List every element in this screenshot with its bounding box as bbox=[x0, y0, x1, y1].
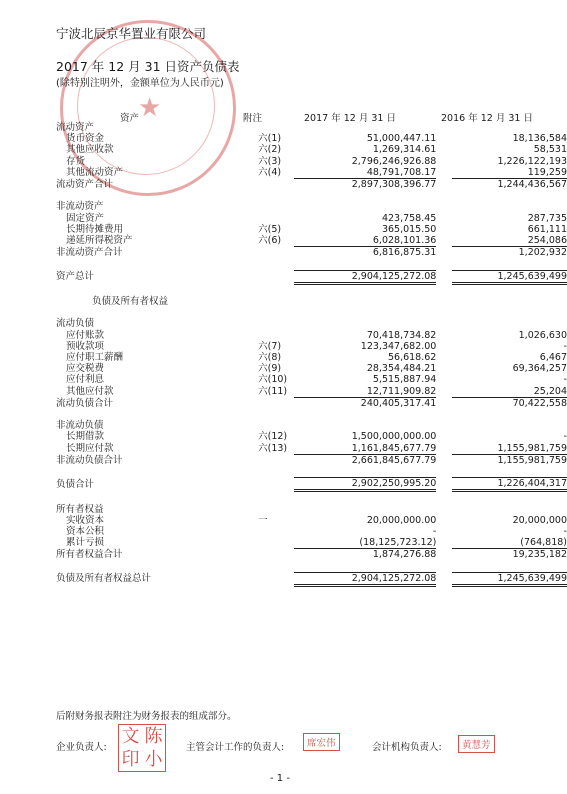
accounting-head-label: 主管会计工作的负责人: bbox=[186, 742, 285, 753]
spacer-cell bbox=[436, 491, 452, 504]
value-2017: 2,904,125,272.08 bbox=[294, 572, 436, 585]
value-2017 bbox=[294, 420, 436, 431]
value-2017: 6,028,101.36 bbox=[372, 235, 437, 247]
value-2016 bbox=[452, 307, 567, 318]
row-note: 六(10) bbox=[258, 374, 288, 386]
value-2017: 70,418,734.82 bbox=[366, 329, 437, 341]
spacer-row bbox=[56, 307, 567, 318]
row-label bbox=[56, 258, 258, 270]
row-note bbox=[258, 454, 294, 466]
value-2017 bbox=[294, 201, 436, 212]
value-2017 bbox=[294, 504, 436, 515]
row-label: 所有者权益 bbox=[56, 503, 104, 515]
table-row bbox=[56, 537, 567, 549]
table-row bbox=[56, 549, 567, 561]
row-note bbox=[258, 526, 294, 537]
spacer-cell bbox=[436, 190, 452, 201]
table-row bbox=[56, 122, 567, 133]
row-label: 应交税费 bbox=[66, 363, 105, 375]
spacer-cell bbox=[436, 144, 452, 155]
value-2017 bbox=[294, 307, 436, 318]
spacer-cell bbox=[436, 478, 452, 491]
value-2016: 1,226,404,317 bbox=[452, 478, 567, 491]
value-2016: 20,000,000 bbox=[512, 514, 567, 526]
spacer-row bbox=[56, 466, 567, 478]
spacer-row bbox=[56, 258, 567, 270]
seal-star-icon: ★ bbox=[138, 93, 162, 123]
table-row bbox=[56, 420, 567, 431]
row-note bbox=[258, 190, 294, 201]
spacer-cell bbox=[436, 133, 452, 144]
row-label: 长期待摊费用 bbox=[66, 223, 124, 235]
table-row bbox=[56, 515, 567, 526]
value-2016: 1,155,981,759 bbox=[497, 442, 567, 454]
header-note: 附注 bbox=[243, 113, 263, 124]
row-note bbox=[258, 397, 294, 409]
value-2017: 2,904,125,272.08 bbox=[294, 270, 436, 283]
table-row bbox=[56, 224, 567, 235]
value-2017: 2,897,308,396.77 bbox=[294, 179, 436, 191]
value-2016: - bbox=[563, 431, 567, 443]
row-note: 六(13) bbox=[258, 442, 288, 454]
table-row bbox=[56, 374, 567, 385]
spacer-cell bbox=[436, 572, 452, 585]
spacer-cell bbox=[436, 352, 452, 363]
value-2017 bbox=[294, 491, 436, 504]
spacer-cell bbox=[436, 526, 452, 537]
table-row bbox=[56, 341, 567, 352]
row-note bbox=[258, 179, 294, 191]
spacer-cell bbox=[436, 296, 452, 307]
statement-subtitle: (除特别注明外，金额单位为人民币元) bbox=[56, 78, 224, 89]
row-note: 六(9) bbox=[258, 363, 282, 375]
row-note bbox=[258, 549, 294, 561]
value-2016: 6,467 bbox=[539, 352, 567, 363]
value-2016: 287,735 bbox=[527, 212, 567, 224]
value-2017: 48,791,708.17 bbox=[366, 166, 437, 178]
row-label: 递延所得税资产 bbox=[66, 235, 133, 247]
value-2017 bbox=[294, 466, 436, 478]
table-row bbox=[56, 363, 567, 374]
row-label: 实收资本 bbox=[66, 514, 105, 526]
value-2016: (764,818) bbox=[520, 537, 567, 549]
row-label: 流动负债 bbox=[56, 318, 95, 330]
table-row bbox=[56, 133, 567, 144]
row-note bbox=[258, 270, 294, 283]
row-label: 累计亏损 bbox=[66, 537, 105, 549]
value-2016: 1,202,932 bbox=[452, 247, 567, 259]
row-note: 六(4) bbox=[258, 167, 282, 179]
table-row bbox=[56, 144, 567, 155]
value-2016 bbox=[452, 318, 567, 329]
table-row bbox=[56, 156, 567, 167]
spacer-cell bbox=[436, 179, 452, 191]
row-note: 六(11) bbox=[258, 385, 288, 397]
row-note bbox=[258, 296, 294, 307]
spacer-cell bbox=[436, 466, 452, 478]
row-note bbox=[258, 504, 294, 515]
value-2016 bbox=[452, 283, 567, 296]
stamp-char: 陈 bbox=[144, 726, 163, 747]
dept-head-stamp: 黄慧芳 bbox=[458, 735, 495, 753]
value-2017: 1,500,000,000.00 bbox=[351, 431, 437, 443]
row-note: 六(5) bbox=[258, 223, 282, 235]
value-2016: - bbox=[563, 340, 567, 352]
enterprise-head-stamp bbox=[118, 724, 166, 772]
row-label: 资本公积 bbox=[66, 526, 105, 537]
spacer-cell bbox=[436, 235, 452, 247]
row-label: 非流动负债 bbox=[56, 420, 104, 432]
value-2016: 18,136,584 bbox=[512, 133, 567, 145]
spacer-cell bbox=[436, 307, 452, 318]
value-2017: 423,758.45 bbox=[381, 212, 437, 224]
value-2016 bbox=[452, 409, 567, 420]
spacer-cell bbox=[436, 504, 452, 515]
row-label: 非流动资产合计 bbox=[56, 246, 123, 258]
spacer-cell bbox=[436, 409, 452, 420]
spacer-row bbox=[56, 491, 567, 504]
row-label: 应付职工薪酬 bbox=[66, 352, 124, 363]
stamp-char: 印 bbox=[121, 749, 140, 770]
value-2016: 25,204 bbox=[533, 385, 567, 397]
table-row bbox=[56, 270, 567, 283]
value-2017: 28,354,484.21 bbox=[366, 363, 437, 375]
spacer-cell bbox=[436, 213, 452, 224]
spacer-cell bbox=[436, 258, 452, 270]
value-2016: 1,155,981,759 bbox=[452, 454, 567, 466]
stamp-char: 文 bbox=[121, 726, 140, 747]
table-row bbox=[56, 504, 567, 515]
row-note: 一 bbox=[258, 514, 268, 526]
row-label: 流动资产合计 bbox=[56, 178, 114, 190]
row-note bbox=[258, 213, 294, 224]
value-2016: 661,111 bbox=[527, 223, 567, 235]
value-2017: 2,796,246,926.88 bbox=[351, 155, 437, 167]
value-2016 bbox=[452, 420, 567, 431]
spacer-cell bbox=[436, 397, 452, 409]
value-2016: 19,235,182 bbox=[452, 549, 567, 561]
table-row bbox=[56, 235, 567, 247]
row-label: 固定资产 bbox=[66, 212, 105, 224]
table-row bbox=[56, 431, 567, 442]
value-2016 bbox=[452, 258, 567, 270]
spacer-row bbox=[56, 190, 567, 201]
table-row bbox=[56, 247, 567, 259]
row-note bbox=[258, 491, 294, 504]
row-label: 流动负债合计 bbox=[56, 397, 114, 409]
row-note bbox=[258, 201, 294, 212]
row-note bbox=[258, 572, 294, 585]
value-2016: 1,026,630 bbox=[518, 329, 567, 341]
row-label bbox=[56, 283, 258, 296]
row-label: 其他应收款 bbox=[66, 144, 114, 156]
table-row bbox=[56, 352, 567, 363]
value-2016: 254,086 bbox=[527, 235, 567, 247]
value-2017 bbox=[294, 258, 436, 270]
value-2016 bbox=[452, 466, 567, 478]
row-note bbox=[258, 330, 294, 341]
spacer-cell bbox=[436, 318, 452, 329]
spacer-row bbox=[56, 561, 567, 573]
row-label: 应付账款 bbox=[66, 329, 105, 341]
spacer-cell bbox=[436, 549, 452, 561]
value-2016: 1,226,122,193 bbox=[497, 155, 567, 167]
value-2017: 56,618.62 bbox=[387, 352, 437, 363]
row-note bbox=[258, 409, 294, 420]
footnote: 后附财务报表附注为财务报表的组成部分。 bbox=[56, 711, 237, 722]
table-row bbox=[56, 572, 567, 585]
company-name: 宁波北辰京华置业有限公司 bbox=[56, 26, 207, 41]
row-note: 六(8) bbox=[258, 352, 282, 363]
spacer-row bbox=[56, 409, 567, 420]
row-note: 六(6) bbox=[258, 235, 282, 247]
value-2017: 123,347,682.00 bbox=[360, 340, 437, 352]
value-2017 bbox=[294, 561, 436, 573]
balance-sheet-body bbox=[56, 122, 567, 586]
value-2017: 2,902,250,995.20 bbox=[294, 478, 436, 491]
table-row bbox=[56, 213, 567, 224]
row-label: 非流动负债合计 bbox=[56, 454, 123, 466]
value-2017: 6,816,875.31 bbox=[294, 247, 436, 259]
value-2017 bbox=[294, 190, 436, 201]
value-2016: 1,245,639,499 bbox=[452, 572, 567, 585]
header-2016: 2016 年 12 月 31 日 bbox=[441, 113, 533, 124]
value-2017 bbox=[294, 296, 436, 307]
row-label: 资产总计 bbox=[56, 271, 95, 283]
value-2017 bbox=[294, 122, 436, 133]
value-2017: 240,405,317.41 bbox=[294, 397, 436, 409]
spacer-cell bbox=[436, 224, 452, 235]
spacer-cell bbox=[436, 283, 452, 296]
value-2016: 70,422,558 bbox=[452, 397, 567, 409]
value-2016: - bbox=[563, 526, 567, 537]
row-note bbox=[258, 258, 294, 270]
value-2017: (18,125,723.12) bbox=[359, 537, 437, 549]
value-2016 bbox=[452, 190, 567, 201]
spacer-cell bbox=[436, 374, 452, 385]
row-note: 六(1) bbox=[258, 133, 282, 145]
row-label: 长期借款 bbox=[66, 431, 105, 443]
value-2017: 20,000,000.00 bbox=[366, 514, 437, 526]
balance-sheet-table bbox=[56, 122, 567, 587]
row-label: 所有者权益合计 bbox=[56, 549, 123, 561]
row-note bbox=[258, 561, 294, 573]
value-2017 bbox=[294, 409, 436, 420]
value-2016 bbox=[452, 201, 567, 212]
value-2016: 58,531 bbox=[533, 144, 567, 156]
table-row bbox=[56, 397, 567, 409]
statement-title: 2017 年 12 月 31 日资产负债表 bbox=[56, 59, 240, 74]
spacer-cell bbox=[436, 122, 452, 133]
value-2017: 365,015.50 bbox=[381, 223, 437, 235]
table-row bbox=[56, 330, 567, 341]
table-row bbox=[56, 526, 567, 537]
spacer-cell bbox=[436, 454, 452, 466]
spacer-cell bbox=[436, 443, 452, 455]
enterprise-head-label: 企业负责人: bbox=[56, 742, 107, 753]
page-number: - 1 - bbox=[270, 773, 290, 784]
value-2016 bbox=[452, 296, 567, 307]
stamp-char: 小 bbox=[144, 749, 163, 770]
value-2016 bbox=[452, 122, 567, 133]
spacer-cell bbox=[436, 363, 452, 374]
spacer-cell bbox=[436, 561, 452, 573]
spacer-cell bbox=[436, 247, 452, 259]
row-label: 负债合计 bbox=[56, 478, 95, 490]
row-note bbox=[258, 537, 294, 549]
row-note bbox=[258, 420, 294, 431]
spacer-cell bbox=[436, 537, 452, 549]
spacer-cell bbox=[436, 167, 452, 179]
value-2017: 2,661,845,677.79 bbox=[294, 454, 436, 466]
row-note: 六(7) bbox=[258, 340, 282, 352]
value-2016: 69,364,257 bbox=[512, 363, 567, 375]
spacer-cell bbox=[436, 156, 452, 167]
value-2017: 1,874,276.88 bbox=[294, 549, 436, 561]
value-2016 bbox=[452, 491, 567, 504]
table-row bbox=[56, 296, 567, 307]
row-note bbox=[258, 247, 294, 259]
value-2017: 51,000,447.11 bbox=[366, 133, 437, 145]
table-row bbox=[56, 454, 567, 466]
header-item: 资产 bbox=[120, 113, 140, 124]
value-2016: - bbox=[563, 374, 567, 386]
row-label bbox=[56, 561, 258, 573]
row-note: 六(2) bbox=[258, 144, 282, 156]
table-row bbox=[56, 443, 567, 455]
value-2017: 12,711,909.82 bbox=[366, 385, 437, 397]
row-label: 流动资产 bbox=[56, 122, 95, 133]
row-label: 预收款项 bbox=[66, 340, 105, 352]
value-2017: - bbox=[432, 526, 437, 537]
row-label: 货币资金 bbox=[66, 133, 105, 145]
row-note bbox=[258, 307, 294, 318]
value-2017 bbox=[294, 318, 436, 329]
row-label bbox=[56, 466, 258, 478]
spacer-cell bbox=[436, 330, 452, 341]
row-label: 负债及所有者权益总计 bbox=[56, 573, 152, 585]
spacer-row bbox=[56, 283, 567, 296]
row-note bbox=[258, 318, 294, 329]
row-note bbox=[258, 122, 294, 133]
row-label bbox=[56, 190, 258, 201]
row-note bbox=[258, 466, 294, 478]
row-label bbox=[56, 491, 258, 504]
spacer-cell bbox=[436, 515, 452, 526]
table-row bbox=[56, 386, 567, 398]
row-label: 负债及所有者权益 bbox=[92, 296, 169, 307]
value-2017: 5,515,887.94 bbox=[372, 374, 437, 386]
spacer-cell bbox=[436, 201, 452, 212]
row-note bbox=[258, 283, 294, 296]
value-2016: 1,244,436,567 bbox=[452, 179, 567, 191]
dept-head-label: 会计机构负责人: bbox=[372, 742, 442, 753]
spacer-cell bbox=[436, 386, 452, 398]
row-label: 应付利息 bbox=[66, 374, 105, 386]
row-label bbox=[56, 307, 258, 318]
accounting-head-stamp: 席宏伟 bbox=[303, 733, 340, 751]
row-note bbox=[258, 478, 294, 491]
value-2017: 1,161,845,677.79 bbox=[351, 442, 437, 454]
spacer-cell bbox=[436, 270, 452, 283]
row-label: 其他应付款 bbox=[66, 385, 114, 397]
row-label: 存货 bbox=[66, 155, 86, 167]
value-2016: 119,259 bbox=[527, 166, 567, 178]
spacer-cell bbox=[436, 420, 452, 431]
row-note: 六(12) bbox=[258, 431, 288, 443]
table-row bbox=[56, 478, 567, 491]
value-2017 bbox=[294, 283, 436, 296]
value-2017: 1,269,314.61 bbox=[372, 144, 437, 156]
spacer-cell bbox=[436, 341, 452, 352]
value-2016 bbox=[452, 561, 567, 573]
header-2017: 2017 年 12 月 31 日 bbox=[304, 113, 396, 124]
value-2016 bbox=[452, 504, 567, 515]
value-2016: 1,245,639,499 bbox=[452, 270, 567, 283]
table-row bbox=[56, 167, 567, 179]
spacer-cell bbox=[436, 431, 452, 442]
row-label: 非流动资产 bbox=[56, 201, 104, 213]
row-note: 六(3) bbox=[258, 155, 282, 167]
row-label: 其他流动资产 bbox=[66, 167, 124, 179]
table-row bbox=[56, 179, 567, 191]
table-row bbox=[56, 318, 567, 329]
table-row bbox=[56, 201, 567, 212]
row-label: 长期应付款 bbox=[66, 442, 114, 454]
row-label bbox=[56, 409, 258, 420]
